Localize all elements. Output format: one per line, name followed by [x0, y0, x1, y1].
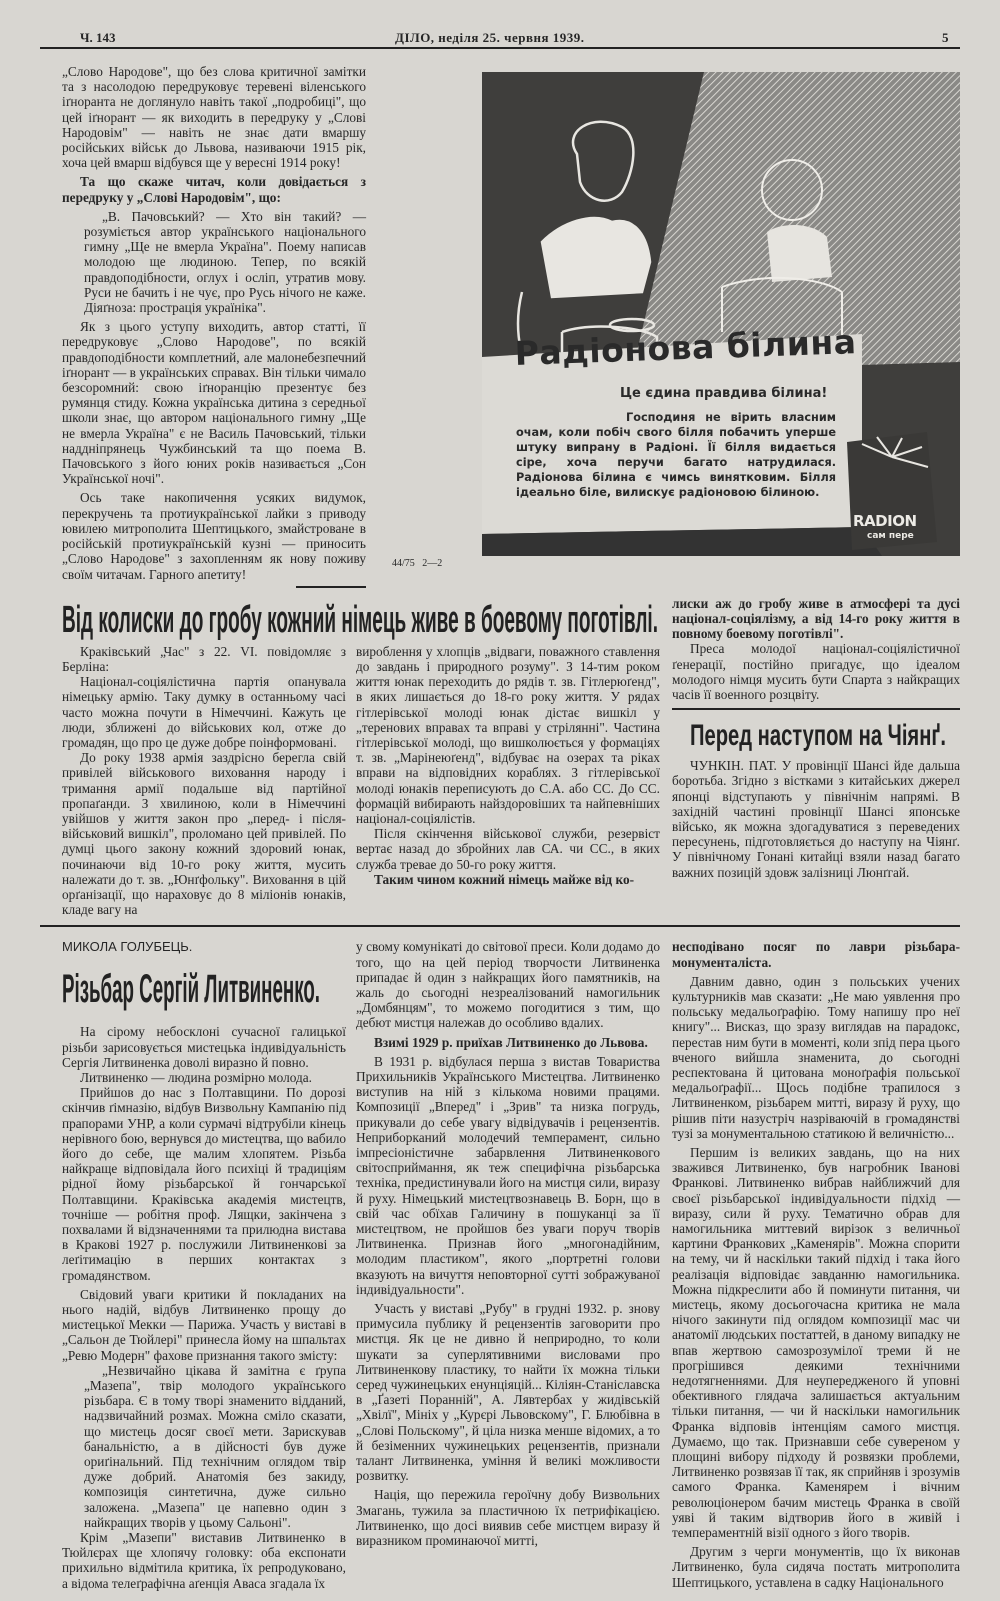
- column-end-rule: [296, 586, 366, 588]
- china-article-body: [672, 758, 960, 880]
- section-divider: [40, 925, 960, 927]
- china-article-headline: [672, 716, 960, 754]
- article-paragraph: Взимі 1929 р. приїхав Литвиненко до Львова.: [374, 1034, 648, 1050]
- section-rule: [672, 708, 960, 710]
- header-rule: [40, 47, 960, 49]
- ad-subtitle: Це єдина правдива білина!: [620, 386, 828, 401]
- article-paragraph: Участь у виставі „Рубу" в грудні 1932. р. знову примусила публику й рецензентів заговорити про мистця. Як це не дивно й неприродно, то коли шукати за суперлятивними висловами про Литвиненкову пластику, то найти їх можна тільки серед чужинецьких енунціяцій... Кіліян-Станіславска в „Ґазеті Поранній", А. Лявтербах у жидівській „Хвілї", Мініх у „Курєрі Львовскому", Г. Блюбівна в „Слові Польскому", й ціла низка менше відомих, а то й безіменних чужинецьких рецензентів, признали талант Литвиненка, уміння й великі можливости розвитку.: [356, 1301, 660, 1484]
- article-paragraph: Першим із великих завдань, що на них зважився Литвиненко, був нагробник Іванові Франкові. Литвиненко вибрав найближчий для своєї різьбарської індивідуальности підхід — виразу, сили й руху. Тематично обрав для намогильника миттевий вирізок з величньої картини Франкових „Каменярів". Можна спорити на тему, чи й наскільки такий підхід і така його реалізація відповідає завданню намогильника. Можна підкреслити або й поминути питання, чи мистець, якому досьогочасна критика не мала нічого закинути під оглядом композиції мас чи анатомії людських постаттей, в даному випадку не впав жертвою самозрозумілої треми й не прогрішився деякими технічними недотягненнями. Для неупередженого й уповні обективного глядача залишається актуальним тільки питання, — чи й наскільки намогильник Франка відповів інтенціям самого мистця. Думаємо, що так. Признавши себе сувереном у площині вибору підходу й розвязки проблеми, Литвиненко розвязав її так, як сприйняв і зрозумів самого Франка. Каменярем і вічним революціонером бачим мистець Франка в своїй уяві й таким відтворив його в живій і темпераментній візії одного з його творів.: [672, 1145, 960, 1541]
- radion-tagline: сам пере: [867, 531, 914, 541]
- german-article-col2: [356, 644, 660, 918]
- article-paragraph: „Слово Народове", що без слова критичної замітки та з насолодою передруковує теревені віленського іґноранта не доглянуло навіть такої „подробиці", що цей іґнорант — як виходить в передруку у „Слові Народовім" — навіть не знає дати вмаршу російських військ до Львова, називаючи 1915 рік, хоча цей вмарш відбувся ще у вересні 1914 року!: [62, 64, 366, 171]
- sculptor-article-col3: [672, 939, 960, 1590]
- article-paragraph: Давним давно, один з польських учених культурників мав сказати: „Не маю уявлення про польську медальоґрафію. Тому напишу про неї книгу"... Висказ, що зразу виглядав на парадокс, перестав ним бути в моменті, коли зпід пера цього вченого вийшла знаменита, до сьогодні респектована й цитована моноґрафія польської медальоґрафії... Щось подібне трапилося з Литвиненком, різьбарем митті, виразу й руху, що рішив піти назустріч назріваючій в громадянстві тузі за монументальною статикою й величністю...: [672, 973, 960, 1141]
- article-paragraph: На сірому небосклоні сучасної галицької різьби зарисовується мистецька індивідуальність Сергія Литвиненка доволі виразно й повно.: [62, 1024, 346, 1070]
- sculptor-article-headline: [62, 964, 324, 1012]
- page-header: [0, 0, 1000, 49]
- article-paragraph: „Незвичайно цікава й замітна є ґрупа „Мазепа", твір молодого українського різьбара. Є в тому творі знаменито відданий, надзвичайний розмах. Можна сміло сказати, що мистець досяг своєї мети. Зарискував банальністю, а в дійсності був дуже ориґінальний. Під технічним оглядом твір дуже добрий. Анатомія без закиду, композиція синтетична, дуже сильно заложена. „Мазепа" це напевно один з найкращих творів у цьому Сальоні".: [84, 1362, 346, 1530]
- article-paragraph: Преса молодої націонал-соціялістичної ґенерації, постійно пригадує, що ідеалом молодого німця мусить бути Спарта з найкращих часів її военного розцвіту.: [672, 641, 960, 702]
- china-headline-text: Перед наступом на Чіянґ.: [690, 719, 946, 753]
- ad-title: Радіонова білина: [514, 322, 858, 373]
- page-number: 5: [942, 30, 949, 45]
- article-paragraph: Та що скаже читач, коли довідається з передруку у „Слові Народовім", що:: [62, 174, 366, 205]
- middle-section: [62, 596, 960, 918]
- article-paragraph: До року 1938 армія заздрісно берегла свій привілей військового виховання народу і тримання армії подальше від партійної пропаґанди. З хвилиною, коли в Німеччині увійшов у життя закон про „перед- і після-військовий вишкіл", проломано цей привілей. По думці цього закону кожний здоровий юнак, починаючи від 10-го року життя, мусить належати до т. зв. „Юнґфольку". Виховання в цій орґанізації, що нараховує до 8 міліонів юнаків, кладе вагу на: [62, 750, 346, 918]
- german-article-headline: [62, 596, 660, 640]
- german-article-col1: [62, 644, 346, 918]
- radion-advertisement: [482, 72, 960, 556]
- bottom-section: [62, 939, 960, 1591]
- article-paragraph: Краківський „Час" з 22. VI. повідомляє з Берліна:: [62, 643, 346, 674]
- article-paragraph: лиски аж до гробу живе в атмосфері та дусі націонал-соціялізму, а від 14-го року життя в повному боевому поготівлі".: [672, 595, 960, 642]
- radion-logo: RADION: [853, 512, 917, 530]
- article-paragraph: Як з цього уступу виходить, автор статті, її передруковує „Слово Народове", по всякій правдоподібности комплетний, але малонебезпечний іґнорант — в українських справах. Він тільки чимало безсоромний: свою іґноранцію презентує без румянця стиду. Кожна українська дитина з середньої школи знає, що автором національного гимну „Ще не вмерла Україна" є не Василь Пачовський, тільки наддніпрянець Чужбинський та що поема В. Пачовського з його юних років називається „Сон Української ночі".: [62, 319, 366, 487]
- ad-code: 44/75 2—2: [392, 558, 443, 569]
- china-article-text: ЧУНКІН. ПАТ. У провінції Шансі йде дальша боротьба. Згідно з вістками з китайських джерел японці відступають у північнім напрямі. В західній частині провінції Шансі японське військо, як можна здогадуватися з переведених пересунень, підготовляється до наступу на Чіянґ. У північному Гонані китайці взяли назад багато важних позицій здовж залізниці Люнґгай.: [672, 758, 960, 880]
- article-paragraph: несподівано посяг по лаври різьбара-монументаліста.: [672, 939, 960, 970]
- article-paragraph: Свідовий уваги критики й покладаних на нього надій, відбув Литвиненко прощу до мистецької Мекки — Парижа. Участь у виставі в „Сальон де Тюйлері" принесла йому на шпальтах „Ревю Модерн" фахове признання такого змісту:: [62, 1286, 346, 1363]
- article-paragraph: у свому комунікаті до світової преси. Коли додамо до того, що на цей період творчости Литвиненка припадає й один з найкращих його памятників, на жаль до сьогодні незреалізований намогильник „Домбянцям", то можемо погодитися з тим, що дебют мистця належав до особливо вдалих.: [356, 939, 660, 1031]
- left-article-column: [62, 64, 366, 582]
- sculptor-article-col2: [356, 939, 660, 1548]
- article-paragraph: Націонал-соціялістична партія опанувала німецьку армію. Таку думку в останньому часі часто можна почути в Німеччині. Кажуть це люди, зближені до військових кол, отже до громадян, що про це дуже добре поінформовані.: [62, 674, 346, 750]
- article-paragraph: Крім „Мазепи" виставив Литвиненко в Тюйлєрах ще хлопячу головку: оба експонати прихильно відмітила критика, їх репродуковано, а відома телеґрафічна аґенція Аваса згадала їх: [62, 1530, 346, 1591]
- article-paragraph: Таким чином кожний німець майже від ко-: [374, 871, 635, 887]
- sculptor-headline-text: Різьбар Сергій Литвиненко.: [62, 967, 320, 1012]
- article-paragraph: Нація, що пережила героїчну добу Визвольних Змагань, тужила за пластичною їх петрифікацією. Литвиненко, що досі виявив себе мистцем виразу й виразником проминаючої митті,: [356, 1487, 660, 1549]
- article-paragraph: Другим з черги монументів, що їх виконав Литвиненко, була сидяча постать митрополита Шептицького, уставлена в садку Національного: [672, 1544, 960, 1590]
- article-author: МИКОЛА ГОЛУБЕЦЬ.: [62, 939, 193, 955]
- article-paragraph: вироблення у хлопців „відваги, поважного ставлення до завдань і природного розуму". З 14-тим роком життя юнак переходить до рядів т. зв. Гітлерюґенд", в яких лишається до 18-го року життя. У рядах гітлерівської молоді юнак дістає вишкіл у „теренових вправах та вправі у стрілянні". Частина гітлерівської молоді, що вишколюється у формаціях т. зв. „Марінеюґенд", відбуває на озерах та ріках вправи на відповідних кораблях. З гітлерівської молоді юнаків переписують до С.А. або СС. До СС. формацій вибирають найздоровіших та найпевніших націонал-соціялістів.: [356, 643, 660, 826]
- article-paragraph: В 1931 р. відбулася перша з вистав Товариства Прихильників Українського Мистецтва. Литвиненко виступив на ній з кількома новими працями. Композиції „Вперед" і „Зрив" та низка погрудь, прикували до себе увагу відвідувачів і рецензентів. Неприборканий молодечий темперамент, сильно імпресіоністичне забарвлення Литвиненкового світосприймання, як теж специфічна різьбарська техніка, предистинували його на мистця сили, виразу й руху. Німецький мистецтвознавець В. Борн, що в свій час обїхав Галичину в пошуканці за її мистецтвом, не пройшов без уваги поруч творів Литвиненка. Признав його „многонадійним, молодим пластиком", якого „портретні голови вказують на вичуття неповторної сутті зображуваної індивідуальности".: [356, 1053, 660, 1297]
- article-paragraph: Прийшов до нас з Полтавщини. По дорозі скінчив ґімназію, відбув Визвольну Кампанію під прапорами УНР, а коли сурмачі відтрубіли кінець нерівного бою, вернувся до мистецтва, що вабило його до себе, ще малим хлопятем. Різьба найкраще відповідала його психіці й традиціям рідної йому різьбарської й гончарської Полтавщини. Краківська академія мистецтв, точніше — робітня проф. Лящки, закінчена з похвалами й відзначеннями та прилюдна вистава в Кракові 1927 р. послужили Литвиненкові за леґітимацію в перших контактах з громадянством.: [62, 1085, 346, 1283]
- sculptor-article-col1: [62, 1024, 346, 1591]
- masthead-date: ДІЛО, неділя 25. червня 1939.: [395, 30, 585, 45]
- top-section: [62, 64, 960, 588]
- article-paragraph: Литвиненко — людина розмірно молода.: [80, 1069, 312, 1085]
- article-paragraph: „В. Пачовський? — Хто він такий? — розуміється автор українського національного гимну „Ще не вмерла Україна". Поему написав молодою ще людиною. Тепер, по всякій правдоподібности, оглух і осліп, утратив мову. Руси не бачить і не чує, про Русь нічого не каже. Діяґноза: прострація україніка".: [84, 208, 366, 316]
- ad-body: Господиня не вірить власним очам, коли побіч свого білля побачить уперше штуку випрану в Радіоні. Її білля видається сіре, хоча перучи багато натрудилася. Радіонова білина є чимсь винятковим. Білля ідеально біле, вилискує радіоновою білиною.: [516, 411, 836, 499]
- german-headline-text: Від колиски до гробу кожний німець живе в боевому поготівлі.: [62, 598, 658, 640]
- german-article-col3: [672, 596, 960, 702]
- issue-number: Ч. 143: [80, 30, 116, 45]
- article-paragraph: Після скінчення військової служби, резервіст вертає назад до збройних лав СА. чи СС., в яких служба тревае до 50-го року життя.: [356, 826, 660, 872]
- article-paragraph: Ось таке накопичення усяких видумок, перекручень та протиукраїнської лайки з приводу ювилею митрополита Шептицького, змайстроване в російській протиукраїнській кузні — приносить „Слово Народове" з захопленням як нову поживу своїм читачам. Гарного апетиту!: [62, 490, 366, 582]
